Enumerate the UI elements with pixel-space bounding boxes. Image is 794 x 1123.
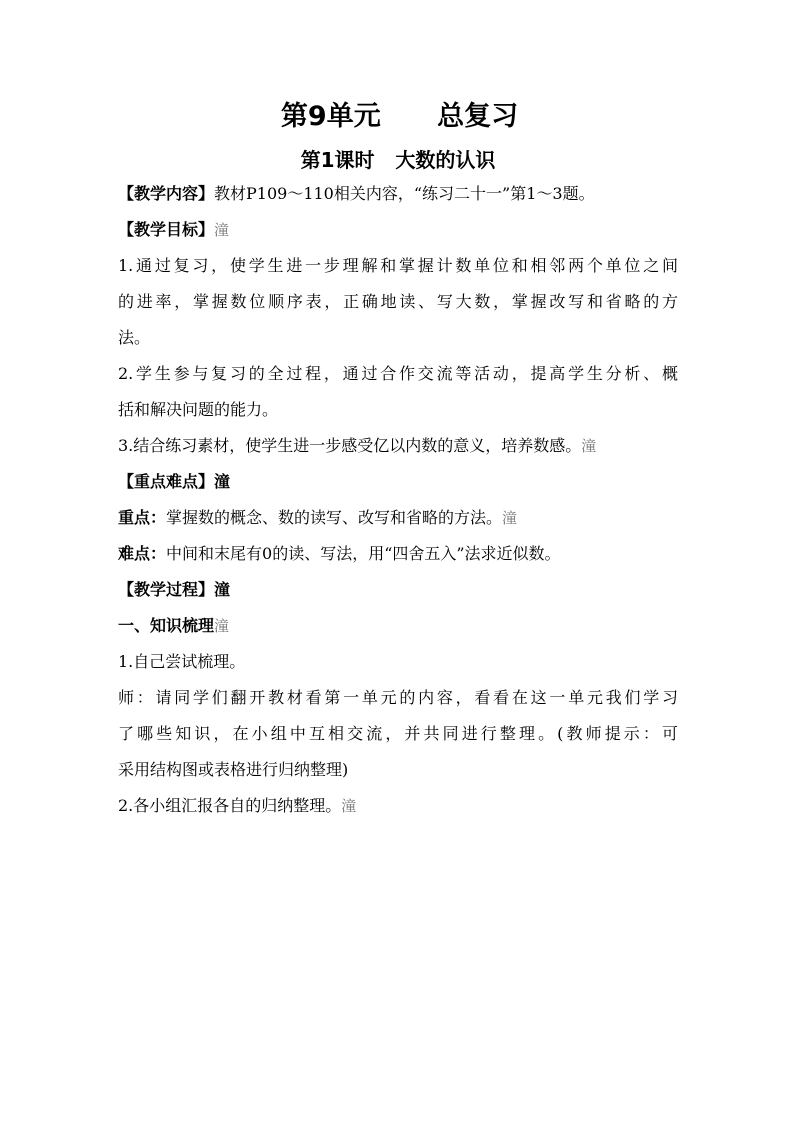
key-difficulty-heading — [118, 464, 678, 500]
teaching-content-text: 教材P109～110相关内容，“练习二十一”第1～3题。 — [214, 184, 595, 203]
watermark-char: 潼 — [341, 797, 357, 815]
difficulty-text: 中间和末尾有0的读、写法，用“四舍五入”法求近似数。 — [166, 544, 561, 563]
difficulty-label: 难点： — [118, 544, 167, 563]
watermark-char: 潼 — [502, 509, 518, 527]
watermark-char: 潼 — [581, 437, 597, 455]
teaching-process-heading — [118, 572, 678, 608]
lesson-title: 第1课时 大数的认识 — [300, 148, 496, 172]
teaching-goals-heading — [118, 212, 678, 248]
section-1-heading — [118, 608, 678, 644]
goal-2-line-1: 2.学生参与复习的全过程，通过合作交流等活动，提高学生分析、概 — [118, 364, 678, 383]
watermark-char: 潼 — [214, 472, 231, 491]
goal-3-text: 3.结合练习素材，使学生进一步感受亿以内数的意义，培养数感。 — [118, 436, 582, 455]
difficulty-point — [118, 536, 678, 572]
document-page — [118, 96, 678, 824]
key-point-text: 掌握数的概念、数的读写、改写和省略的方法。 — [166, 508, 503, 527]
goal-1-line-3: 法。 — [118, 328, 151, 347]
watermark-char: 潼 — [214, 221, 230, 239]
teaching-content — [118, 176, 678, 212]
teaching-process-label: 【教学过程】 — [118, 580, 215, 599]
watermark-char: 潼 — [214, 617, 230, 635]
goal-1-line-1: 1.通过复习，使学生进一步理解和掌握计数单位和相邻两个单位之间 — [118, 256, 678, 275]
teaching-content-label: 【教学内容】 — [118, 184, 215, 203]
teacher-line-1: 师：请同学们翻开教材看第一单元的内容，看看在这一单元我们学习 — [118, 688, 678, 707]
watermark-char: 潼 — [214, 580, 231, 599]
step-2-text: 2.各小组汇报各自的归纳整理。 — [118, 796, 342, 815]
goal-2 — [118, 356, 678, 428]
goal-1-line-2: 的进率，掌握数位顺序表，正确地读、写大数，掌握改写和省略的方 — [118, 292, 678, 311]
step-1: 1.自己尝试梳理。 — [118, 652, 246, 671]
teacher-line-3: 采用结构图或表格进行归纳整理) — [118, 760, 349, 779]
goal-3 — [118, 428, 678, 464]
section-1-title: 一、知识梳理 — [118, 616, 215, 635]
unit-title: 第9单元 总复习 — [280, 101, 519, 132]
goal-2-line-2: 括和解决问题的能力。 — [118, 400, 279, 419]
key-point — [118, 500, 678, 536]
teaching-goals-label: 【教学目标】 — [118, 220, 215, 239]
key-difficulty-label: 【重点难点】 — [118, 472, 215, 491]
step-2 — [118, 788, 678, 824]
goal-1 — [118, 248, 678, 356]
teacher-line-2: 了哪些知识，在小组中互相交流，并共同进行整理。(教师提示：可 — [118, 724, 678, 743]
key-point-label: 重点： — [118, 508, 167, 527]
teacher-instruction — [118, 680, 678, 788]
